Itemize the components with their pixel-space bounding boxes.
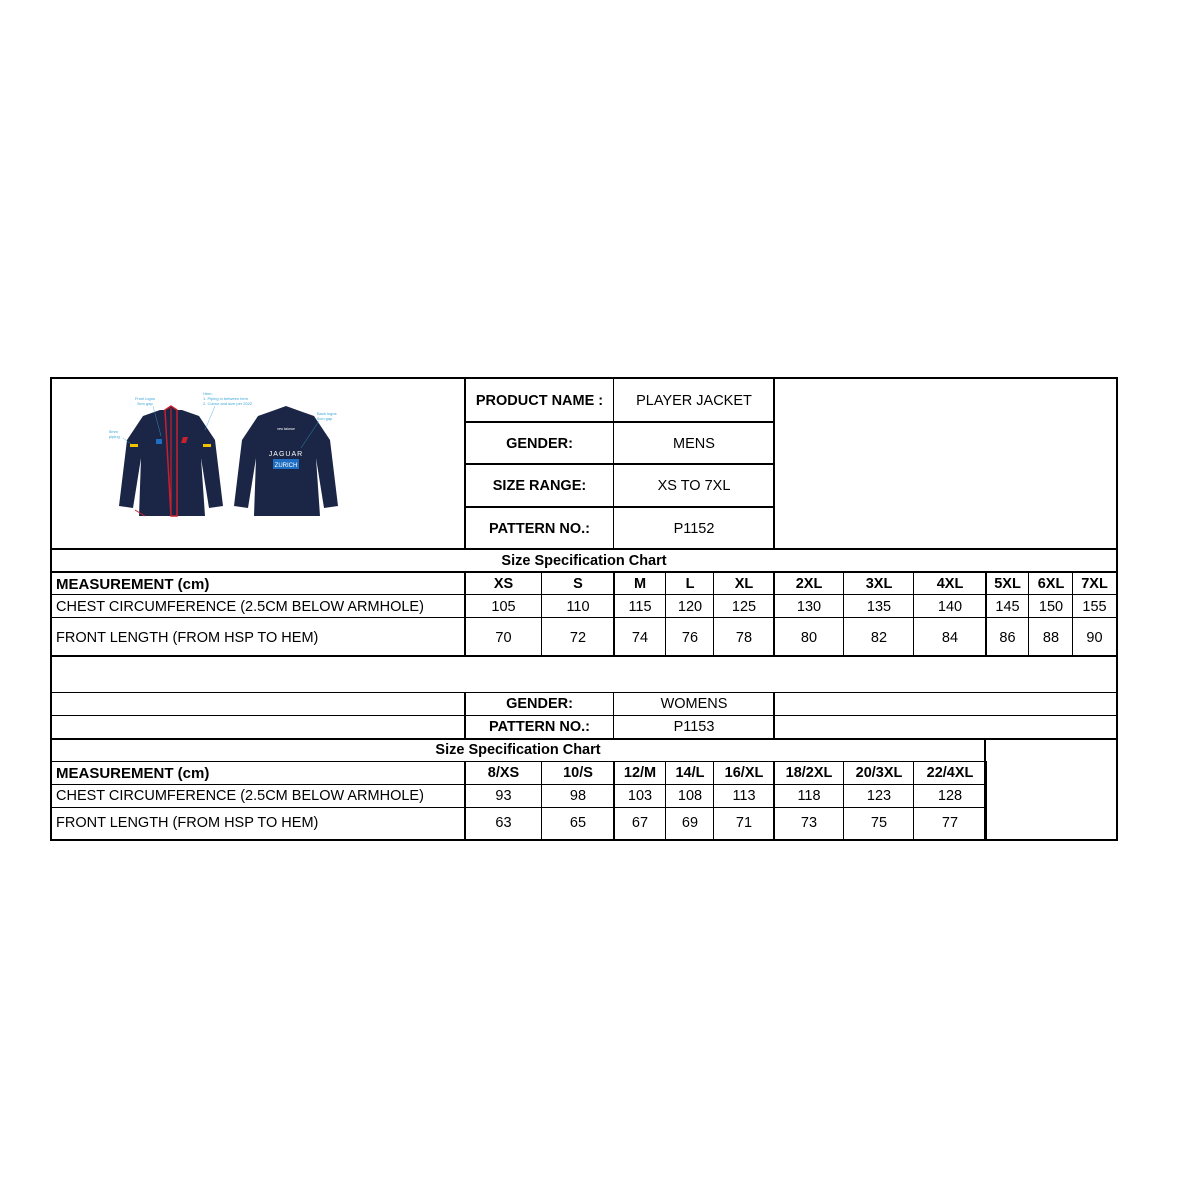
- pattern-no-label: PATTERN NO.:: [489, 520, 590, 537]
- gender-value: MENS: [673, 435, 715, 452]
- svg-text:5mm: 5mm: [109, 429, 118, 434]
- measurement-value: 86: [999, 629, 1016, 646]
- measurement-value: 82: [870, 629, 888, 646]
- grid-line: [464, 761, 466, 840]
- measurement-value: 90: [1086, 629, 1103, 646]
- jacket-illustration: [105, 388, 360, 528]
- measurement-value: 77: [941, 815, 959, 831]
- measurement-value: 93: [495, 788, 512, 804]
- measurement-value: 103: [627, 788, 653, 804]
- grid-line: [1116, 377, 1118, 841]
- product-name-value: PLAYER JACKET: [636, 392, 752, 409]
- grid-line: [50, 377, 52, 841]
- size-range-value: XS TO 7XL: [657, 477, 731, 494]
- womens-pattern-label: PATTERN NO.:: [489, 719, 590, 735]
- grid-line: [464, 463, 775, 465]
- measurement-value: 150: [1038, 599, 1064, 615]
- size-header: 6XL: [1037, 576, 1065, 592]
- grid-line: [613, 761, 615, 840]
- size-header: M: [633, 576, 647, 592]
- measurement-value: 88: [1042, 629, 1060, 646]
- measurement-value: 76: [681, 629, 699, 646]
- measurement-value: 128: [937, 788, 963, 804]
- grid-line: [50, 738, 1118, 740]
- svg-text:1. Piping in between hem: 1. Piping in between hem: [203, 396, 248, 401]
- grid-line: [50, 571, 1118, 573]
- svg-text:Front logos: Front logos: [134, 396, 156, 401]
- size-header: XS: [493, 576, 514, 592]
- grid-line: [50, 807, 986, 808]
- grid-line: [50, 692, 1118, 693]
- measurement-value: 73: [800, 815, 818, 831]
- grid-line: [1072, 571, 1073, 656]
- measurement-value: 123: [866, 788, 892, 804]
- grid-line: [613, 571, 615, 656]
- svg-text:5cm gap: 5cm gap: [137, 401, 153, 406]
- grid-line: [843, 571, 844, 656]
- size-header: 12/M: [623, 765, 657, 781]
- measurement-value: 74: [631, 629, 649, 646]
- size-header: 8/XS: [487, 765, 520, 781]
- measurement-value: 72: [569, 629, 587, 646]
- grid-line: [464, 506, 775, 508]
- measurement-value: 140: [937, 599, 963, 615]
- grid-line: [843, 761, 844, 840]
- svg-text:5cm gap: 5cm gap: [317, 416, 333, 421]
- size-header: XL: [734, 576, 754, 592]
- measurement-value: 67: [631, 815, 649, 831]
- svg-text:2. Colour and size per 2022: 2. Colour and size per 2022: [203, 401, 253, 406]
- measurement-label: CHEST CIRCUMFERENCE (2.5CM BELOW ARMHOLE): [56, 788, 424, 804]
- measurement-value: 80: [800, 629, 818, 646]
- grid-line: [50, 548, 1118, 550]
- grid-line: [464, 421, 775, 423]
- measurement-label: FRONT LENGTH (FROM HSP TO HEM): [56, 629, 319, 646]
- measurement-value: 135: [866, 599, 892, 615]
- size-range-label: SIZE RANGE:: [492, 477, 587, 494]
- grid-line: [985, 571, 987, 656]
- measurement-value: 63: [495, 815, 512, 831]
- size-header: L: [685, 576, 695, 592]
- measurement-value: 98: [569, 788, 587, 804]
- grid-line: [773, 571, 775, 656]
- grid-line: [913, 761, 914, 840]
- measurement-value: 155: [1082, 599, 1107, 615]
- mens-chart-title: Size Specification Chart: [501, 553, 667, 569]
- measurement-value: 69: [681, 815, 699, 831]
- womens-pattern-value: P1153: [673, 719, 715, 735]
- mens-header-label: MEASUREMENT (cm): [56, 575, 210, 593]
- measurement-label: FRONT LENGTH (FROM HSP TO HEM): [56, 815, 319, 831]
- size-header: 3XL: [865, 576, 893, 592]
- measurement-value: 125: [731, 599, 757, 615]
- zurich-logo: ZURICH: [274, 463, 298, 469]
- measurement-value: 118: [797, 788, 821, 804]
- grid-line: [665, 571, 666, 656]
- measurement-value: 71: [735, 815, 753, 831]
- measurement-value: 70: [495, 629, 512, 646]
- size-header: 7XL: [1081, 576, 1108, 592]
- grid-line: [713, 761, 714, 840]
- grid-line: [50, 617, 1118, 618]
- measurement-value: 75: [870, 815, 888, 831]
- womens-chart-title: Size Specification Chart: [435, 742, 601, 758]
- size-header: 2XL: [795, 576, 823, 592]
- grid-line: [984, 738, 986, 840]
- grid-line: [665, 761, 666, 840]
- grid-line: [773, 761, 775, 840]
- measurement-value: 115: [628, 599, 652, 615]
- grid-line: [50, 761, 986, 762]
- grid-line: [1028, 571, 1029, 656]
- gender-label: GENDER:: [506, 435, 573, 452]
- measurement-value: 130: [796, 599, 822, 615]
- grid-line: [541, 761, 542, 840]
- grid-line: [541, 571, 542, 656]
- measurement-value: 84: [941, 629, 959, 646]
- jaguar-logo: JAGUAR: [268, 451, 304, 458]
- grid-line: [913, 571, 914, 656]
- grid-line: [50, 784, 986, 785]
- grid-line: [50, 377, 1118, 379]
- size-header: 16/XL: [724, 765, 764, 781]
- grid-line: [50, 594, 1118, 595]
- measurement-label: CHEST CIRCUMFERENCE (2.5CM BELOW ARMHOLE): [56, 599, 424, 615]
- measurement-value: 113: [732, 788, 756, 804]
- svg-text:Back logos: Back logos: [317, 411, 337, 416]
- womens-gender-value: WOMENS: [660, 696, 728, 712]
- svg-text:Hem:: Hem:: [203, 391, 213, 396]
- measurement-value: 105: [491, 599, 516, 615]
- size-header: 10/S: [563, 765, 593, 781]
- grid-line: [50, 839, 1118, 841]
- womens-header-label: MEASUREMENT (cm): [56, 764, 210, 782]
- size-header: 5XL: [994, 576, 1021, 592]
- grid-line: [50, 715, 1118, 716]
- svg-text:piping: piping: [109, 434, 120, 439]
- grid-line: [50, 655, 1118, 657]
- measurement-value: 145: [995, 599, 1020, 615]
- product-name-label: PRODUCT NAME :: [475, 392, 604, 409]
- measurement-value: 78: [735, 629, 753, 646]
- measurement-value: 120: [677, 599, 703, 615]
- size-header: 20/3XL: [855, 765, 903, 781]
- womens-gender-label: GENDER:: [506, 696, 573, 712]
- grid-line: [713, 571, 714, 656]
- back-jacket-drawing: [234, 406, 338, 516]
- size-header: S: [573, 576, 583, 592]
- measurement-value: 108: [677, 788, 703, 804]
- size-header: 14/L: [675, 765, 705, 781]
- measurement-value: 110: [566, 599, 590, 615]
- front-jacket-drawing: [119, 406, 223, 516]
- size-header: 4XL: [936, 576, 964, 592]
- pattern-no-value: P1152: [673, 520, 715, 537]
- size-header: 18/2XL: [785, 765, 833, 781]
- size-header: 22/4XL: [926, 765, 974, 781]
- measurement-value: 65: [569, 815, 587, 831]
- grid-line: [464, 571, 466, 656]
- svg-text:new balance: new balance: [277, 427, 295, 431]
